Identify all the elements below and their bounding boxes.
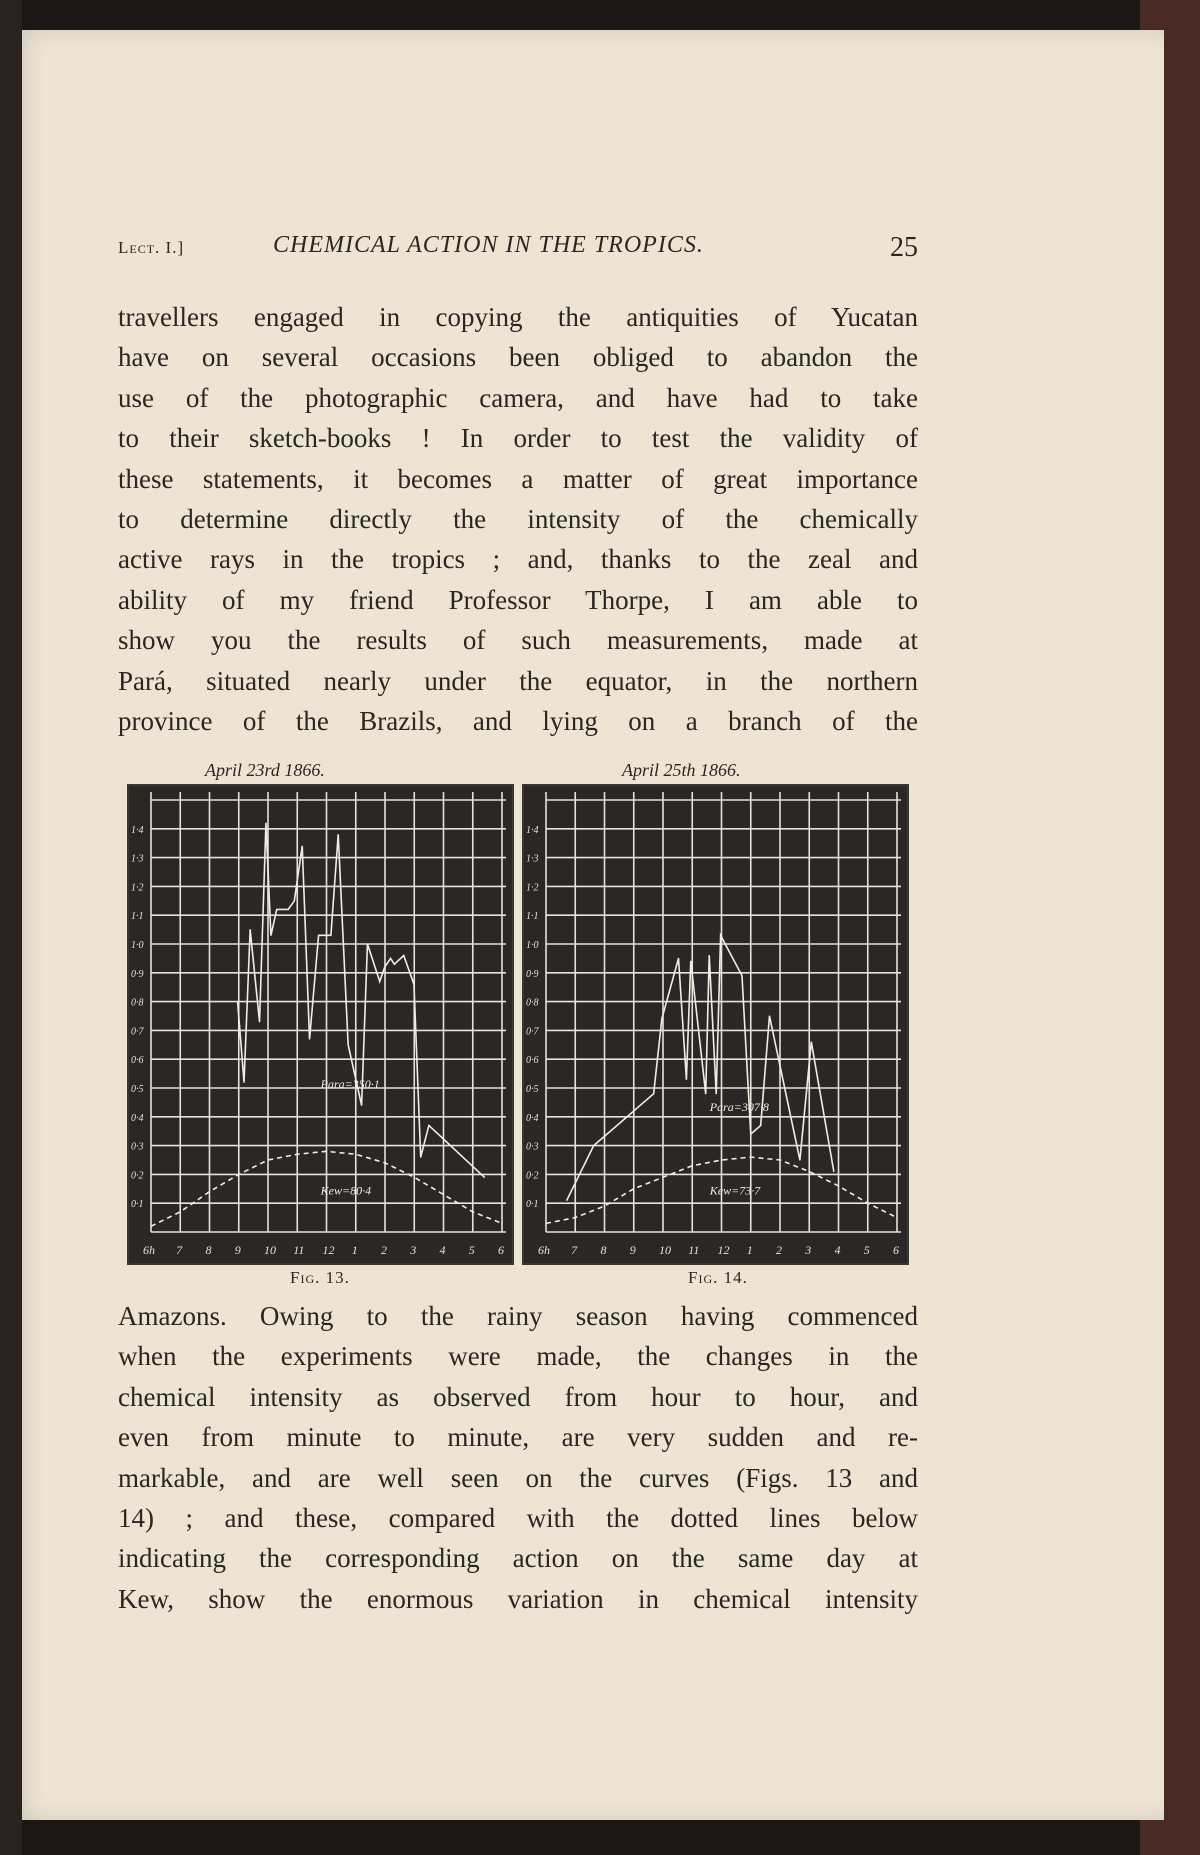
data-point-kew: [355, 1154, 356, 1155]
data-point-para: [760, 1125, 761, 1126]
data-point-kew: [809, 1171, 810, 1172]
series-label-para: Para=307·8: [709, 1100, 769, 1115]
y-tick-label: 1·4: [526, 824, 539, 836]
data-point-para: [403, 955, 404, 956]
x-tick-label: 9: [629, 1243, 636, 1257]
data-point-para: [338, 834, 339, 835]
text-line: markable, and are well seen on the curves (Figs. 13 and: [118, 1462, 918, 1493]
data-point-para: [686, 1079, 687, 1080]
data-point-para: [265, 822, 266, 823]
fig13-caption: Fig. 13.: [290, 1268, 350, 1287]
fig14-caption: Fig. 14.: [688, 1268, 748, 1287]
data-point-kew: [326, 1151, 327, 1152]
series-label-para: Para=350·1: [320, 1077, 380, 1091]
data-point-para: [302, 845, 303, 846]
data-point-para: [769, 1015, 770, 1016]
x-tick-label: 5: [863, 1243, 870, 1257]
y-tick-label: 0·2: [526, 1170, 539, 1182]
x-tick-label: 10: [264, 1243, 276, 1257]
y-tick-label: 0·9: [526, 968, 539, 980]
text-line: Amazons. Owing to the rainy season having commenced: [118, 1301, 918, 1331]
data-point-para: [276, 909, 277, 910]
paragraph-bottom: [118, 1296, 918, 1619]
data-point-para: [243, 1082, 244, 1083]
data-point-para: [379, 981, 380, 982]
data-point-para: [250, 929, 251, 930]
data-point-para: [259, 1021, 260, 1022]
data-point-para: [309, 1038, 310, 1039]
text-line: travellers engaged in copying the antiquities of Yucatan: [118, 302, 918, 332]
x-tick-label: 6: [893, 1243, 899, 1257]
y-tick-label: 1·0: [131, 940, 144, 951]
data-point-para: [705, 1093, 706, 1094]
data-point-kew: [867, 1203, 868, 1204]
x-tick-label: 2: [776, 1243, 782, 1257]
data-point-para: [661, 1018, 662, 1019]
data-point-para: [428, 1125, 429, 1126]
data-point-kew: [238, 1174, 239, 1175]
y-tick-label: 1·0: [526, 940, 539, 951]
x-tick-label: 1: [351, 1243, 358, 1257]
data-point-kew: [472, 1211, 473, 1212]
y-tick-label: 1·3: [526, 853, 539, 865]
data-point-para: [330, 935, 331, 936]
running-header: [118, 232, 918, 266]
data-point-kew: [443, 1194, 444, 1195]
x-tick-label: 3: [410, 1243, 417, 1257]
series-line-para: [567, 935, 834, 1200]
text-line: chemical intensity as observed from hour to hour, and: [118, 1381, 918, 1412]
y-tick-label: 0·1: [526, 1199, 539, 1211]
y-tick-label: 0·6: [526, 1055, 539, 1067]
data-point-kew: [779, 1159, 780, 1160]
data-point-para: [367, 943, 368, 944]
y-tick-label: 1·3: [131, 853, 144, 865]
text-line: use of the photographic camera, and have had to take: [118, 382, 918, 413]
y-tick-label: 0·5: [131, 1084, 144, 1095]
y-tick-label: 0·3: [131, 1141, 144, 1153]
x-tick-label: 3: [805, 1243, 812, 1257]
lecture-label: Lect. I.]: [118, 238, 185, 257]
data-point-para: [390, 958, 391, 959]
text-line: 14) ; and these, compared with the dotted lines below: [118, 1502, 918, 1533]
x-tick-label: 5: [468, 1243, 475, 1257]
data-point-kew: [267, 1159, 268, 1160]
data-point-para: [811, 1041, 812, 1042]
x-tick-label: 7: [176, 1243, 183, 1257]
data-point-para: [833, 1171, 834, 1172]
y-tick-label: 1·2: [131, 882, 144, 894]
left-page-edge: [0, 0, 22, 1855]
data-point-para: [709, 955, 710, 956]
data-point-para: [270, 935, 271, 936]
text-line: have on several occasions been obliged to abandon the: [118, 342, 918, 373]
y-tick-label: 0·8: [131, 997, 144, 1009]
text-line: active rays in the tropics ; and, thanks to the zeal and: [118, 544, 918, 575]
data-point-para: [413, 984, 414, 985]
text-line: ability of my friend Professor Thorpe, I am able to: [118, 584, 918, 615]
data-point-para: [294, 900, 295, 901]
data-point-kew: [150, 1226, 151, 1227]
x-tick-label: 9: [234, 1243, 241, 1257]
data-point-para: [750, 1133, 751, 1134]
x-tick-label: 11: [688, 1243, 700, 1257]
data-point-para: [593, 1145, 594, 1146]
x-tick-label: 12: [322, 1243, 335, 1257]
y-tick-label: 1·2: [526, 882, 539, 894]
y-tick-label: 1·1: [131, 911, 144, 923]
data-point-kew: [633, 1188, 634, 1189]
series-line-para: [238, 823, 485, 1177]
text-line: to determine directly the intensity of the chemically: [118, 503, 918, 534]
data-point-para: [741, 975, 742, 976]
fig14-chart: [522, 784, 909, 1265]
data-point-para: [653, 1093, 654, 1094]
data-point-kew: [662, 1177, 663, 1178]
fig14-title: April 25th 1866.: [622, 760, 741, 780]
series-label-kew: Kew=80·4: [320, 1183, 372, 1198]
x-tick-label: 8: [205, 1243, 212, 1257]
y-tick-label: 0·4: [131, 1112, 144, 1124]
data-point-para: [237, 1001, 238, 1002]
data-point-para: [318, 935, 319, 936]
text-line: show you the results of such measurements, made at: [118, 625, 918, 656]
y-tick-label: 0·9: [131, 968, 144, 980]
y-tick-label: 0·6: [131, 1055, 144, 1067]
text-line: Kew, show the enormous variation in chemical intensity: [118, 1583, 918, 1614]
data-point-kew: [209, 1191, 210, 1192]
data-point-para: [799, 1159, 800, 1160]
data-point-kew: [721, 1159, 722, 1160]
data-point-para: [690, 961, 691, 962]
y-tick-label: 0·8: [526, 997, 539, 1009]
y-tick-label: 0·7: [131, 1026, 144, 1038]
data-point-kew: [575, 1217, 576, 1218]
data-point-kew: [180, 1211, 181, 1212]
y-tick-label: 0·5: [526, 1084, 539, 1095]
text-line: province of the Brazils, and lying on a branch of the: [118, 705, 918, 736]
data-point-para: [720, 935, 721, 936]
x-tick-label: 6h: [143, 1243, 155, 1257]
y-tick-label: 0·4: [526, 1112, 539, 1124]
text-line: when the experiments were made, the changes in the: [118, 1341, 918, 1372]
data-point-para: [716, 1093, 717, 1094]
data-point-kew: [384, 1162, 385, 1163]
x-tick-label: 12: [717, 1243, 730, 1257]
x-tick-label: 6: [498, 1243, 504, 1257]
text-line: to their sketch-books ! In order to test the validity of: [118, 423, 918, 454]
y-tick-label: 1·4: [131, 824, 144, 836]
y-tick-label: 0·7: [526, 1026, 539, 1038]
y-tick-label: 0·3: [526, 1141, 539, 1153]
x-tick-label: 6h: [538, 1243, 550, 1257]
data-point-kew: [414, 1177, 415, 1178]
text-line: these statements, it becomes a matter of great importance: [118, 463, 918, 494]
text-line: indicating the corresponding action on the same day at: [118, 1543, 918, 1574]
data-point-kew: [896, 1217, 897, 1218]
y-tick-label: 0·2: [131, 1170, 144, 1182]
y-tick-label: 1·1: [526, 911, 539, 923]
fig13-chart: [127, 784, 514, 1265]
y-tick-label: 0·1: [131, 1199, 144, 1211]
x-tick-label: 2: [381, 1243, 387, 1257]
data-point-para: [484, 1177, 485, 1178]
x-tick-label: 4: [834, 1243, 841, 1257]
data-point-kew: [604, 1205, 605, 1206]
text-line: Pará, situated nearly under the equator, in the northern: [118, 665, 918, 696]
data-point-kew: [750, 1157, 751, 1158]
data-point-para: [288, 909, 289, 910]
data-point-kew: [545, 1223, 546, 1224]
page-number: 25: [890, 232, 918, 263]
data-point-para: [678, 958, 679, 959]
x-tick-label: 1: [746, 1243, 753, 1257]
data-point-para: [361, 1105, 362, 1106]
x-tick-label: 7: [571, 1243, 578, 1257]
x-tick-label: 4: [439, 1243, 446, 1257]
data-point-kew: [297, 1154, 298, 1155]
text-line: even from minute to minute, are very sudden and re-: [118, 1422, 918, 1453]
running-title: CHEMICAL ACTION IN THE TROPICS.: [273, 232, 704, 258]
x-tick-label: 8: [600, 1243, 607, 1257]
data-point-kew: [692, 1165, 693, 1166]
fig13-title: April 23rd 1866.: [205, 760, 325, 780]
paragraph-top: [118, 297, 918, 741]
x-tick-label: 10: [659, 1243, 671, 1257]
data-point-kew: [501, 1223, 502, 1224]
data-point-kew: [838, 1185, 839, 1186]
data-point-para: [420, 1157, 421, 1158]
data-point-para: [384, 966, 385, 967]
x-tick-label: 11: [293, 1243, 305, 1257]
data-point-para: [394, 964, 395, 965]
data-point-para: [348, 1044, 349, 1045]
data-point-para: [566, 1200, 567, 1201]
series-label-kew: Kew=73·7: [709, 1183, 761, 1198]
